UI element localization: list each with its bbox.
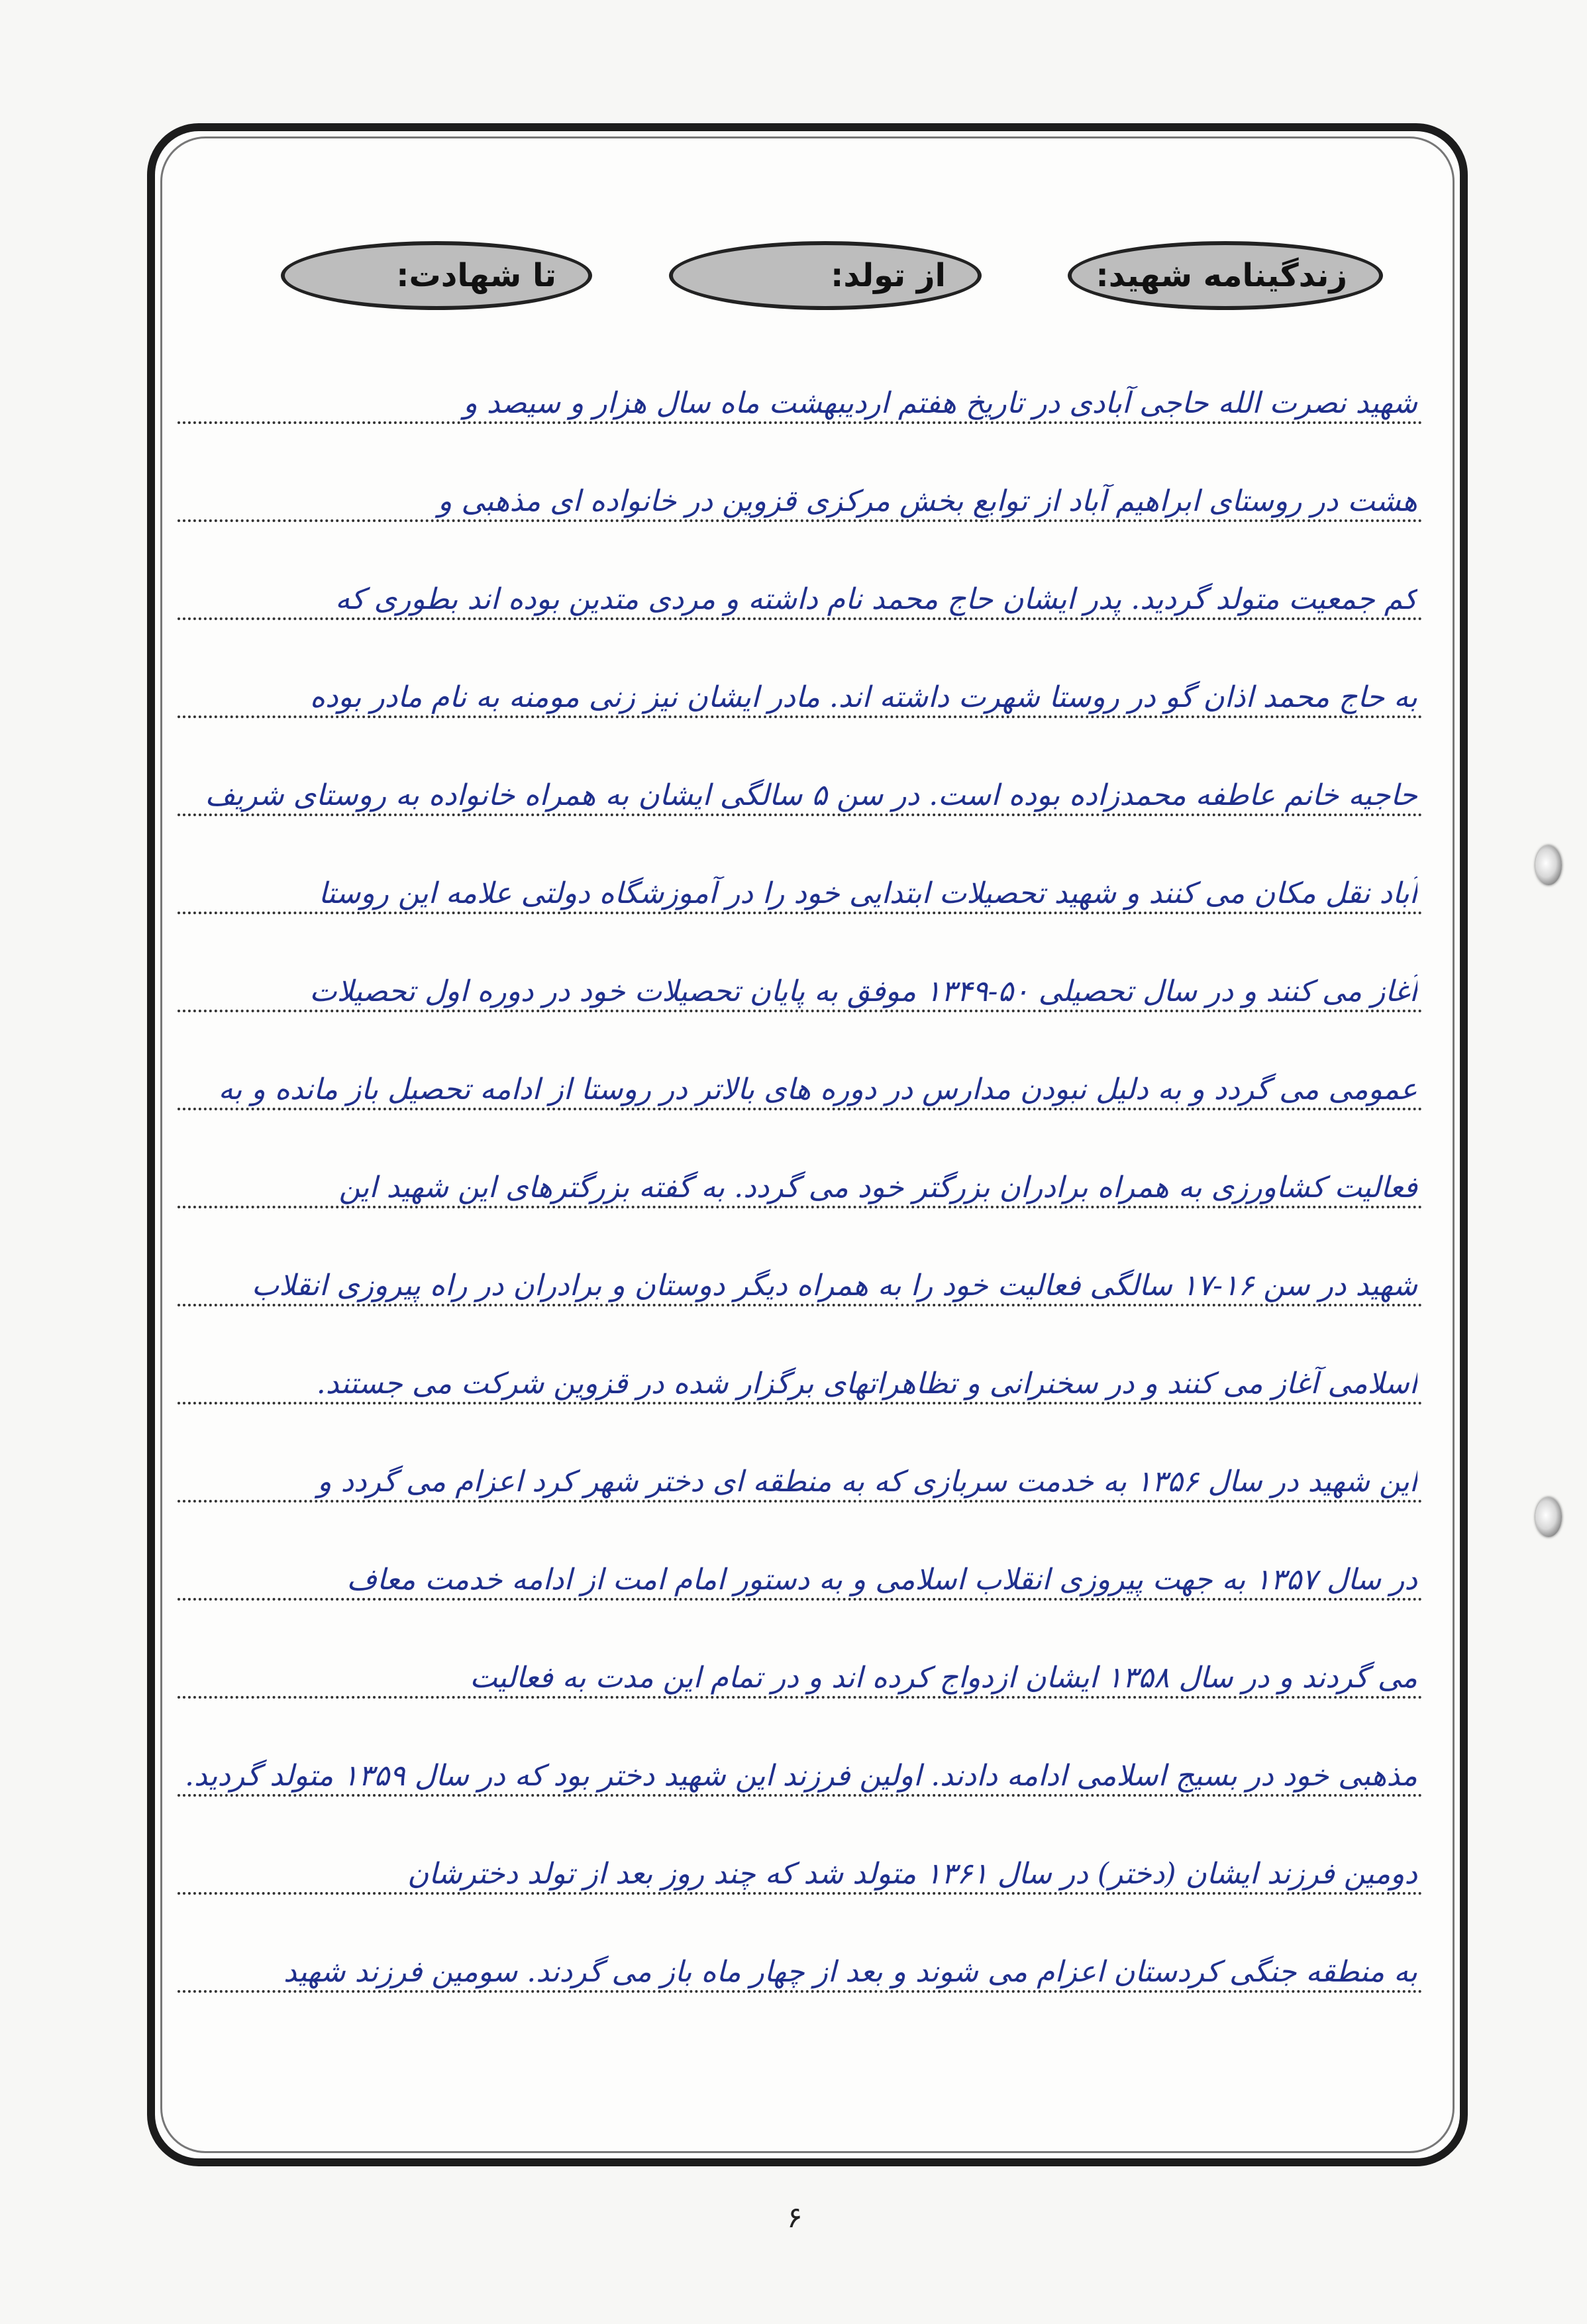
line-text: به منطقه جنگی کردستان اعزام می شوند و بعد از چهار ماه باز می گردند. سومین فرزند شهید <box>283 1955 1417 1989</box>
text-line <box>178 828 1423 926</box>
page-number: ۶ <box>787 2201 803 2235</box>
line-text: به حاج محمد اذان گو در روستا شهرت داشته اند. مادر ایشان نیز زنی مومنه به نام مادر بوده <box>309 680 1417 715</box>
line-text: می گردند و در سال ۱۳۵۸ ایشان ازدواج کرده اند و در تمام این مدت به فعالیت <box>470 1661 1417 1695</box>
martyrdom-label: تا شهادت: <box>281 241 592 310</box>
text-line <box>178 632 1423 730</box>
line-text: اسلامی آغاز می کنند و در سخنرانی و تظاهراتهای برگزار شده در قزوین شرکت می جستند. <box>316 1367 1417 1401</box>
punch-hole <box>1535 1497 1562 1537</box>
text-line <box>178 1612 1423 1711</box>
line-text: هشت در روستای ابراهیم آباد از توابع بخش مرکزی قزوین در خانواده ای مذهبی و <box>438 484 1417 519</box>
text-line <box>178 1416 1423 1514</box>
text-line <box>178 534 1423 632</box>
line-text: دومین فرزند ایشان (دختر) در سال ۱۳۶۱ متولد شد که چند روز بعد از تولد دخترشان <box>407 1857 1417 1891</box>
line-text: عمومی می گردد و به دلیل نبودن مدارس در دوره های بالاتر در روستا از ادامه تحصیل باز مانده و به <box>218 1073 1417 1107</box>
text-line <box>178 1122 1423 1220</box>
line-text: شهید در سن ۱۶-۱۷ سالگی فعالیت خود را به همراه دیگر دوستان و برادران در راه پیروزی انقلاب <box>251 1269 1417 1303</box>
text-line <box>178 1711 1423 1809</box>
text-line <box>178 1318 1423 1416</box>
text-line <box>178 1809 1423 1907</box>
punch-hole <box>1535 845 1562 885</box>
line-text: فعالیت کشاورزی به همراه برادران بزرگتر خود می گردد. به گفته بزرگترهای این شهید این <box>338 1171 1417 1205</box>
line-text: مذهبی خود در بسیج اسلامی ادامه دادند. اولین فرزند این شهید دختر بود که در سال ۱۳۵۹ متولد گردید. <box>185 1759 1417 1793</box>
line-text: آباد نقل مکان می کنند و شهید تحصیلات ابتدایی خود را در آموزشگاه دولتی علامه این روستا <box>318 876 1417 911</box>
text-line <box>178 730 1423 828</box>
handwritten-text-area <box>178 338 1423 2005</box>
biography-label: زندگینامه شهید: <box>1068 241 1383 310</box>
text-line <box>178 1907 1423 2005</box>
text-line <box>178 1514 1423 1612</box>
text-line <box>178 338 1423 436</box>
line-text: آغاز می کنند و در سال تحصیلی ۵۰-۱۳۴۹ موفق به پایان تحصیلات خود در دوره اول تحصیلات <box>309 975 1417 1009</box>
text-line <box>178 1024 1423 1122</box>
line-text: حاجیه خانم عاطفه محمدزاده بوده است. در سن ۵ سالگی ایشان به همراه خانواده به روستای شریف <box>205 778 1417 813</box>
text-line <box>178 926 1423 1024</box>
birth-label: از تولد: <box>669 241 982 310</box>
line-text: در سال ۱۳۵۷ به جهت پیروزی انقلاب اسلامی و به دستور امام امت از ادامه خدمت معاف <box>346 1563 1417 1597</box>
line-text: شهید نصرت الله حاجی آبادی در تاریخ هفتم اردیبهشت ماه سال هزار و سیصد و <box>463 386 1417 421</box>
text-line <box>178 1220 1423 1318</box>
text-line <box>178 436 1423 534</box>
line-text: کم جمعیت متولد گردید. پدر ایشان حاج محمد نام داشته و مردی متدین بوده اند بطوری که <box>335 582 1417 617</box>
line-text: این شهید در سال ۱۳۵۶ به خدمت سربازی که به منطقه ای دختر شهر کرد اعزام می گردد و <box>317 1465 1417 1499</box>
